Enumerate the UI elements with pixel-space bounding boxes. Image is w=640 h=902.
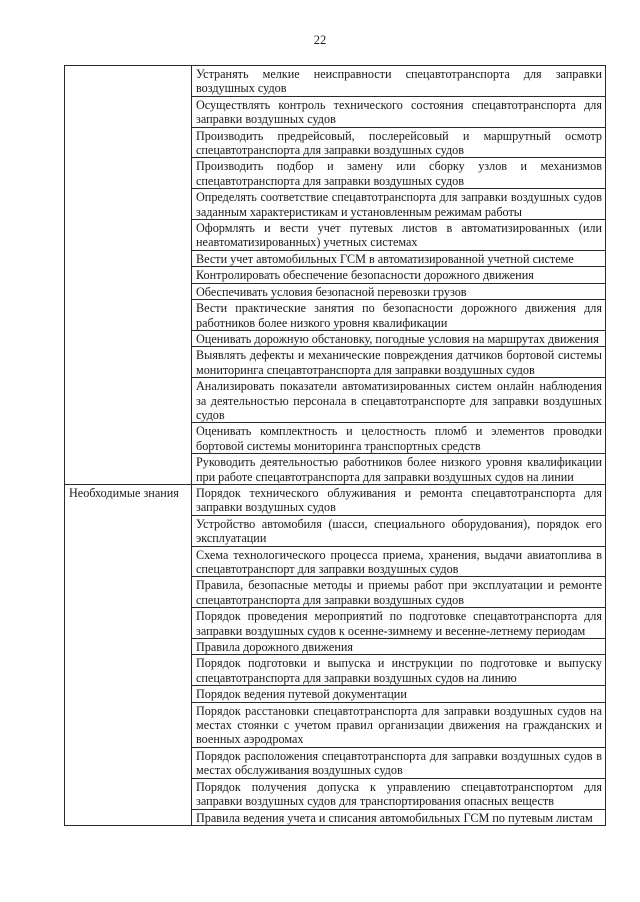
table-cell-item: Оценивать комплектность и целостность пломб и элементов проводки бортовой системы мониторинга транспортных средств (192, 423, 606, 454)
table-row (65, 66, 606, 97)
requirements-table-body (65, 66, 606, 826)
table-cell-item: Правила дорожного движения (192, 639, 606, 655)
table-cell-item: Осуществлять контроль технического состояния спецавтотранспорта для заправки воздушных судов (192, 96, 606, 127)
table-cell-item: Оформлять и вести учет путевых листов в автоматизированных (или неавтоматизированных) учетных системах (192, 220, 606, 251)
table-cell-item: Порядок расположения спецавтотранспорта для заправки воздушных судов в местах обслуживания воздушных судов (192, 747, 606, 778)
table-cell-item: Определять соответствие спецавтотранспорта для заправки воздушных судов заданным характеристикам и установленным режимам работы (192, 189, 606, 220)
table-cell-item: Порядок расстановки спецавтотранспорта для заправки воздушных судов на местах стоянки с учетом правил организации движения на гражданских и военных аэродромах (192, 702, 606, 747)
table-cell-item: Правила, безопасные методы и приемы работ при эксплуатации и ремонте спецавтотранспорта для заправки воздушных судов (192, 577, 606, 608)
table-cell-item: Производить подбор и замену или сборку узлов и механизмов спецавтотранспорта для заправки воздушных судов (192, 158, 606, 189)
table-cell-item: Обеспечивать условия безопасной перевозки грузов (192, 283, 606, 299)
table-cell-item: Руководить деятельностью работников более низкого уровня квалификации при работе спецавтотранспорта для заправки воздушных судов на линии (192, 454, 606, 485)
table-cell-item: Порядок получения допуска к управлению спецавтотранспортом для заправки воздушных судов для транспортирования опасных веществ (192, 778, 606, 809)
table-cell-item: Порядок технического облуживания и ремонта спецавтотранспорта для заправки воздушных судов (192, 484, 606, 515)
table-cell-item: Производить предрейсовый, послерейсовый и маршрутный осмотр спецавтотранспорта для заправки воздушных судов (192, 127, 606, 158)
table-row (65, 484, 606, 515)
table-cell-item: Устройство автомобиля (шасси, специального оборудования), порядок его эксплуатации (192, 515, 606, 546)
table-cell-item: Анализировать показатели автоматизированных систем онлайн наблюдения за деятельностью персонала в спецавтотранспорте для заправки воздушных судов (192, 378, 606, 423)
table-cell-item: Устранять мелкие неисправности спецавтотранспорта для заправки воздушных судов (192, 66, 606, 97)
table-cell-item: Порядок проведения мероприятий по подготовке спецавтотранспорта для заправки воздушных судов к осенне-зимнему и весенне-летнему периодам (192, 608, 606, 639)
table-cell-item: Схема технологического процесса приема, хранения, выдачи авиатоплива в спецавтотранспорт для заправки воздушных судов (192, 546, 606, 577)
table-cell-item: Контролировать обеспечение безопасности дорожного движения (192, 267, 606, 283)
table-cell-item: Порядок подготовки и выпуска и инструкции по подготовке и выпуску спецавтотранспорта для заправки воздушных судов на линию (192, 655, 606, 686)
page-number: 22 (313, 33, 327, 47)
knowledge-section-label: Необходимые знания (65, 484, 192, 825)
table-cell-item: Правила ведения учета и списания автомобильных ГСМ по путевым листам (192, 809, 606, 825)
table-cell-item: Вести практические занятия по безопасности дорожного движения для работников более низкого уровня квалификации (192, 300, 606, 331)
table-cell-item: Оценивать дорожную обстановку, погодные условия на маршрутах движения (192, 330, 606, 346)
table-cell-item: Выявлять дефекты и механические повреждения датчиков бортовой системы мониторинга спецавтотранспорта для заправки воздушных судов (192, 347, 606, 378)
requirements-table (64, 65, 606, 826)
skills-section-label (65, 66, 192, 485)
table-cell-item: Вести учет автомобильных ГСМ в автоматизированной учетной системе (192, 250, 606, 266)
table-cell-item: Порядок ведения путевой документации (192, 686, 606, 702)
